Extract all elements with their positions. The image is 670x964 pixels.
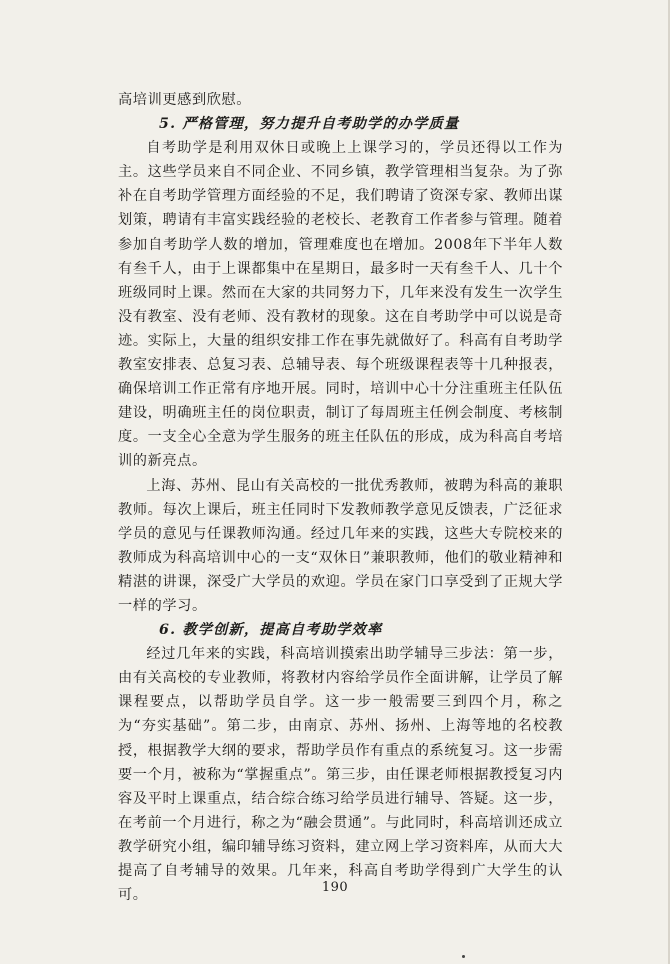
body-text bbox=[118, 88, 563, 907]
section-6-heading: 6. 教学创新，提高自考助学效率 bbox=[159, 622, 383, 639]
section-5-paragraph-2: 上海、苏州、昆山有关高校的一批优秀教师，被聘为科高的兼职教师。每次上课后，班主任同时下发教师教学意见反馈表，广泛征求学员的意见与任课教师沟通。经过几年来的实践，这些大专院校来的教师成为科高培训中心的一支“双休日”兼职教师，他们的敬业精神和精湛的讲课，深受广大学员的欢迎。学员在家门口享受到了正规大学一样的学习。 bbox=[118, 477, 563, 614]
section-5-heading: 5. 严格管理，努力提升自考助学的办学质量 bbox=[159, 116, 460, 133]
section-5-paragraph-1: 自考助学是利用双休日或晚上上课学习的，学员还得以工作为主。这些学员来自不同企业、不同乡镇，教学管理相当复杂。为了弥补在自考助学管理方面经验的不足，我们聘请了资深专家、教师出谋划策，聘请有丰富实践经验的老校长、老教育工作者参与管理。随着参加自考助学人数的增加，管理难度也在增加。2008年下半年人数有叁千人，由于上课都集中在星期日，最多时一天有叁千人、几十个班级同时上课。然而在大家的共同努力下，几年来没有发生一次学生没有教室、没有老师、没有教材的现象。这在自考助学中可以说是奇迹。实际上，大量的组织安排工作在事先就做好了。科高有自考助学教室安排表、总复习表、总辅导表、每个班级课程表等十几种报表，确保培训工作正常有序地开展。同时，培训中心十分注重班主任队伍建设，明确班主任的岗位职责，制订了每周班主任例会制度、考核制度。一支全心全意为学生服务的班主任队伍的形成，成为科高自考培训的新亮点。 bbox=[118, 140, 563, 470]
scan-speck bbox=[462, 955, 465, 958]
lead-in-line: 高培训更感到欣慰。 bbox=[118, 92, 252, 108]
page-number: 190 bbox=[321, 880, 349, 895]
section-6-paragraph-1: 经过几年来的实践，科高培训摸索出助学辅导三步法：第一步，由有关高校的专业教师，将教材内容给学员作全面讲解，让学员了解课程要点，以帮助学员自学。这一步一般需要三到四个月，称之为“夯实基础”。第二步，由南京、苏州、扬州、上海等地的名校教授，根据教学大纲的要求，帮助学员作有重点的系统复习。这一步需要一个月，被称为“掌握重点”。第三步，由任课老师根据教授复习内容及平时上课重点，结合综合练习给学员进行辅导、答疑。这一步，在考前一个月进行，称之为“融会贯通”。与此同时，科高培训还成立教学研究小组，编印辅导练习资料，建立网上学习资料库，从而大大提高了自考辅导的效果。几年来，科高自考助学得到广大学生的认可。 bbox=[118, 646, 563, 904]
